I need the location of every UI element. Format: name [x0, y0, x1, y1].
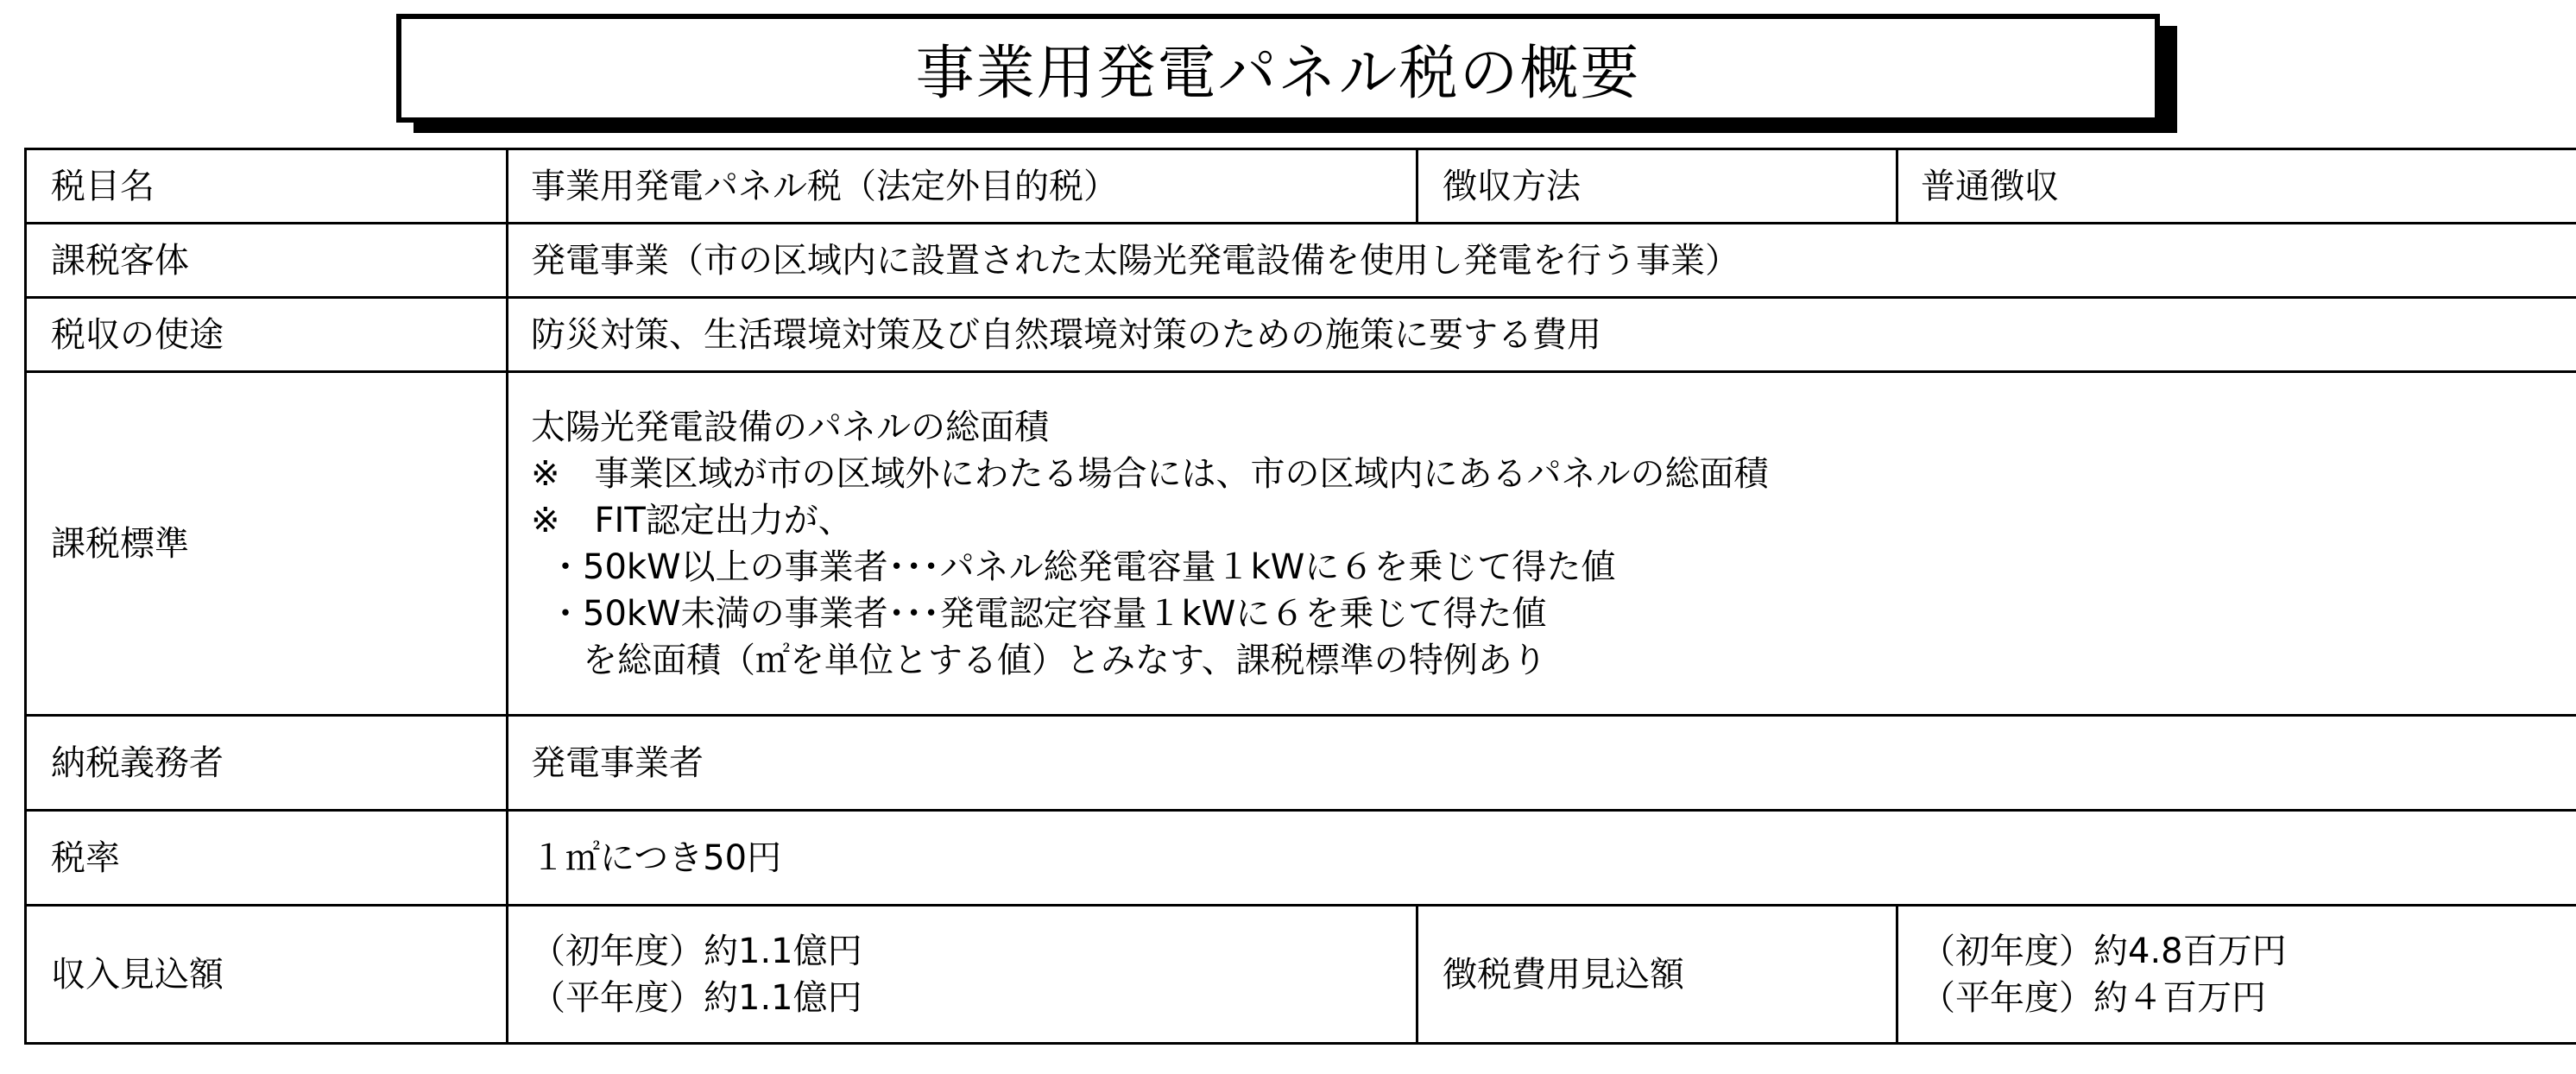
- row-tax-use: [26, 298, 2576, 372]
- tax-object-label: 課税客体: [26, 224, 508, 298]
- row-tax-rate: [26, 811, 2576, 906]
- row-tax-object: [26, 224, 2576, 298]
- collection-cost-value: [1897, 906, 2576, 1044]
- row-taxpayer: [26, 716, 2576, 811]
- tax-use-value: 防災対策、生活環境対策及び自然環境対策のための施策に要する費用: [508, 298, 2576, 372]
- tax-standard-note: ※ FIT認定出力が、: [531, 500, 853, 540]
- revenue-label: 収入見込額: [26, 906, 508, 1044]
- taxpayer-value: 発電事業者: [508, 716, 2576, 811]
- row-revenue: [26, 906, 2576, 1044]
- tax-use-label: 税収の使途: [26, 298, 508, 372]
- tax-standard-bullet: ・50kW以上の事業者･･･パネル総発電容量１kWに６を乗じて得た値: [548, 546, 1616, 587]
- tax-standard-label: 課税標準: [26, 372, 508, 716]
- revenue-value: [508, 906, 1417, 1044]
- tax-rate-value: １㎡につき50円: [508, 811, 2576, 906]
- cost-first-year: （初年度）約4.8百万円: [1921, 931, 2287, 971]
- tax-standard-line: を総面積（㎡を単位とする値）とみなす、課税標準の特例あり: [583, 640, 1547, 680]
- cost-normal-year: （平年度）約４百万円: [1921, 977, 2266, 1018]
- taxpayer-label: 納税義務者: [26, 716, 508, 811]
- tax-object-value: 発電事業（市の区域内に設置された太陽光発電設備を使用し発電を行う事業）: [508, 224, 2576, 298]
- tax-rate-label: 税率: [26, 811, 508, 906]
- overview-table: [24, 148, 2576, 1045]
- tax-standard-line: 太陽光発電設備のパネルの総面積: [531, 407, 1049, 447]
- row-tax-standard: [26, 372, 2576, 716]
- tax-standard-value: [508, 372, 2576, 716]
- tax-name-label: 税目名: [26, 149, 508, 224]
- collection-method-value: 普通徴収: [1897, 149, 2576, 224]
- row-tax-name: [26, 149, 2576, 224]
- tax-standard-note: ※ 事業区域が市の区域外にわたる場合には、市の区域内にあるパネルの総面積: [531, 453, 1769, 494]
- collection-cost-label: 徴税費用見込額: [1417, 906, 1897, 1044]
- revenue-first-year: （初年度）約1.1億円: [531, 931, 862, 971]
- tax-standard-bullet: ・50kW未満の事業者･･･発電認定容量１kWに６を乗じて得た値: [548, 593, 1547, 634]
- tax-name-value: 事業用発電パネル税（法定外目的税）: [508, 149, 1417, 224]
- collection-method-label: 徴収方法: [1417, 149, 1897, 224]
- revenue-normal-year: （平年度）約1.1億円: [531, 977, 862, 1018]
- page-title: 事業用発電パネル税の概要: [396, 14, 2160, 123]
